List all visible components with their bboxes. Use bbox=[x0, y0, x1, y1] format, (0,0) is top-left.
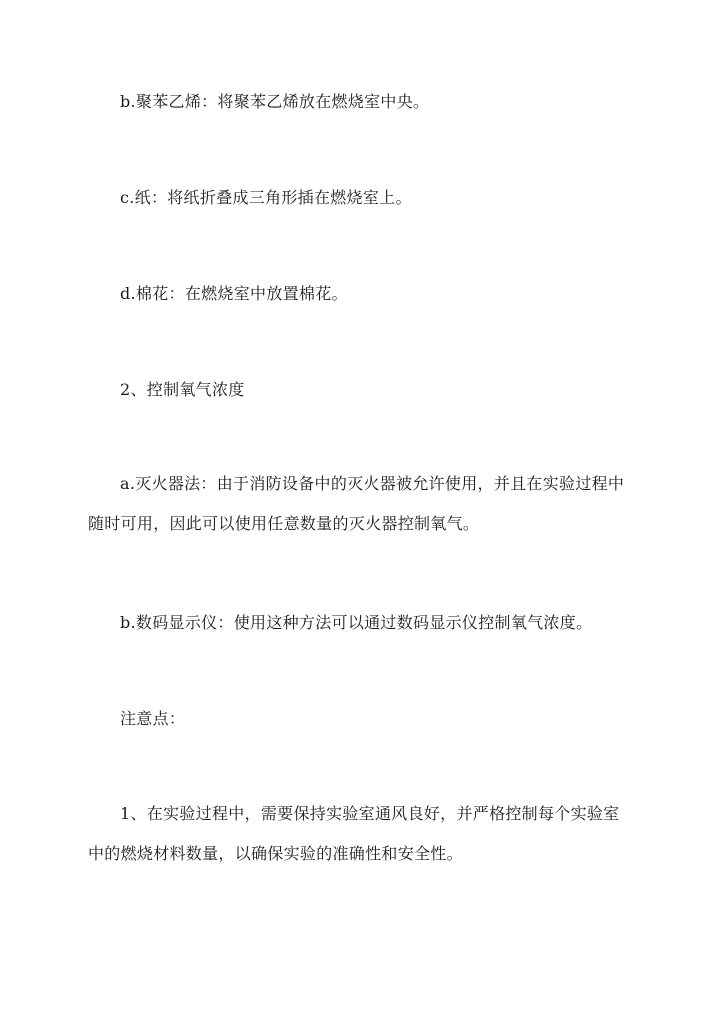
section-heading-notes: 注意点： bbox=[120, 709, 186, 728]
section-heading-oxygen-control: 2、控制氧气浓度 bbox=[120, 380, 245, 399]
paragraph-digital-display: b.数码显示仪：使用这种方法可以通过数码显示仪控制氧气浓度。 bbox=[120, 613, 593, 632]
paragraph-polystyrene: b.聚苯乙烯：将聚苯乙烯放在燃烧室中央。 bbox=[120, 92, 430, 111]
paragraph-note-ventilation: 1、在实验过程中，需要保持实验室通风良好，并严格控制每个实验室中的燃烧材料数量，以确保实验的准确性和安全性。 bbox=[88, 804, 620, 863]
paragraph-cotton: d.棉花：在燃烧室中放置棉花。 bbox=[120, 284, 348, 303]
paragraph-extinguisher-method: a.灭火器法：由于消防设备中的灭火器被允许使用，并且在实验过程中随时可用，因此可以使用任意数量的灭火器控制氧气。 bbox=[88, 474, 625, 533]
paragraph-paper: c.纸：将纸折叠成三角形插在燃烧室上。 bbox=[120, 188, 412, 207]
